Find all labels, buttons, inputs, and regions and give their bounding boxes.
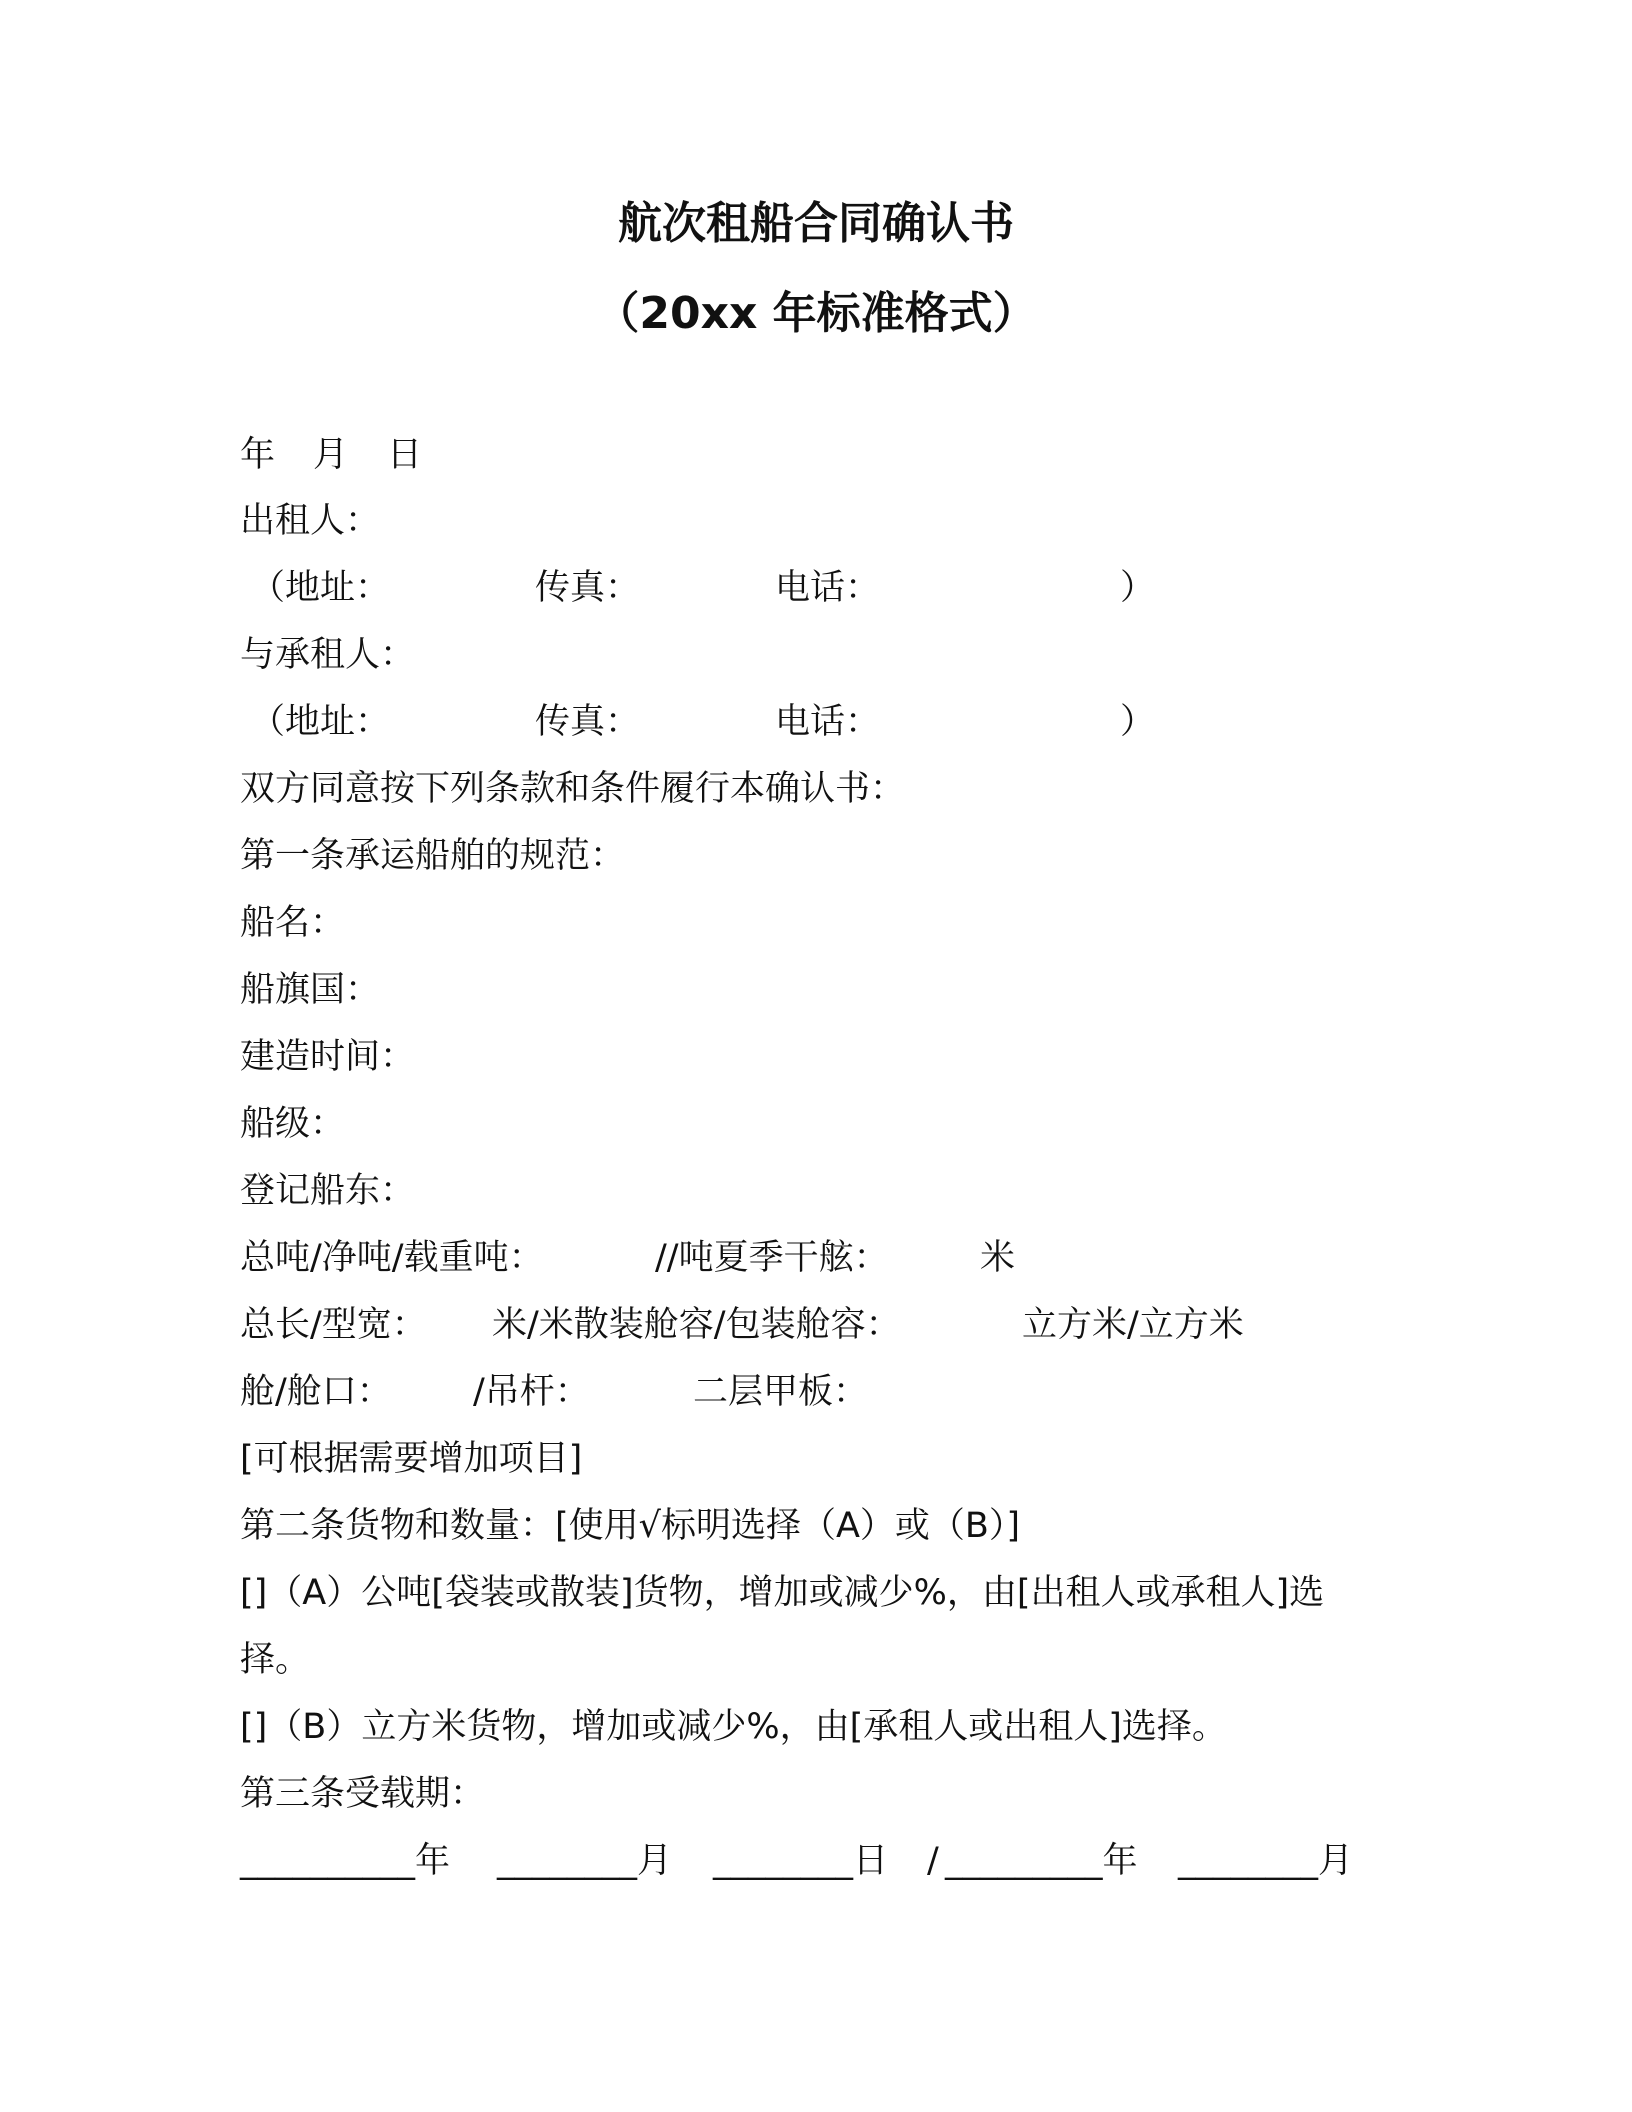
laycan-slash: / (927, 1841, 939, 1881)
date-day-label: 日 (387, 435, 423, 475)
date-month-label: 月 (313, 435, 349, 475)
option-b: []（B）立方米货物，增加或减少%，由[承租人或出租人]选择。 (240, 1707, 1227, 1747)
registered-owner-label: 登记船东： (240, 1171, 416, 1211)
option-a-line1: []（A）公吨[袋装或散装]货物，增加或减少%，由[出租人或承租人]选 (240, 1573, 1325, 1613)
lessee-close-paren: ） (1120, 702, 1156, 742)
article3-heading: 第三条受载期： (240, 1774, 486, 1814)
lessee-fax-label: 传真： (535, 702, 641, 742)
build-date-label: 建造时间： (240, 1037, 416, 1077)
date-year-label: 年 (240, 435, 276, 475)
ship-name-label: 船名： (240, 903, 346, 943)
ship-class-label: 船级： (240, 1104, 346, 1144)
laycan-month-1: ________月 (497, 1841, 673, 1881)
capacity-unit: 立方米/立方米 (1022, 1305, 1244, 1345)
lessee-address-label: （地址： (250, 702, 391, 742)
additional-items-note: [可根据需要增加项目] (240, 1439, 583, 1479)
derrick-label: /吊杆： (473, 1372, 590, 1412)
laycan-month-2: ________月 (1178, 1841, 1354, 1881)
capacity-label: 米/米散装舱容/包装舱容： (492, 1305, 901, 1345)
document-title: 航次租船合同确认书 (618, 198, 1014, 249)
lessee-phone-label: 电话： (775, 702, 881, 742)
freeboard-label: //吨夏季干舷： (655, 1238, 889, 1278)
laycan-year-1: __________年 (240, 1841, 451, 1881)
laycan-year-2: _________年 (945, 1841, 1138, 1881)
option-a-line2: 择。 (240, 1640, 311, 1680)
freeboard-unit: 米 (980, 1238, 1016, 1278)
document-subtitle: （20xx 年标准格式） (595, 288, 1037, 339)
lessor-close-paren: ） (1120, 568, 1156, 608)
dimensions-label: 总长/型宽： (240, 1305, 427, 1345)
lessor-fax-label: 传真： (535, 568, 641, 608)
lessor-phone-label: 电话： (775, 568, 881, 608)
lessor-address-label: （地址： (250, 568, 391, 608)
tonnage-label: 总吨/净吨/载重吨： (240, 1238, 544, 1278)
lessor-label: 出租人： (240, 501, 381, 541)
article2-heading: 第二条货物和数量：[使用√标明选择（A）或（B）] (240, 1506, 1021, 1546)
lessee-label: 与承租人： (240, 635, 416, 675)
article1-heading: 第一条承运船舶的规范： (240, 836, 626, 876)
hold-hatch-label: 舱/舱口： (240, 1372, 392, 1412)
laycan-day-1: ________日 (713, 1841, 889, 1881)
tween-deck-label: 二层甲板： (693, 1372, 869, 1412)
agreement-text: 双方同意按下列条款和条件履行本确认书： (240, 769, 906, 809)
flag-state-label: 船旗国： (240, 970, 381, 1010)
